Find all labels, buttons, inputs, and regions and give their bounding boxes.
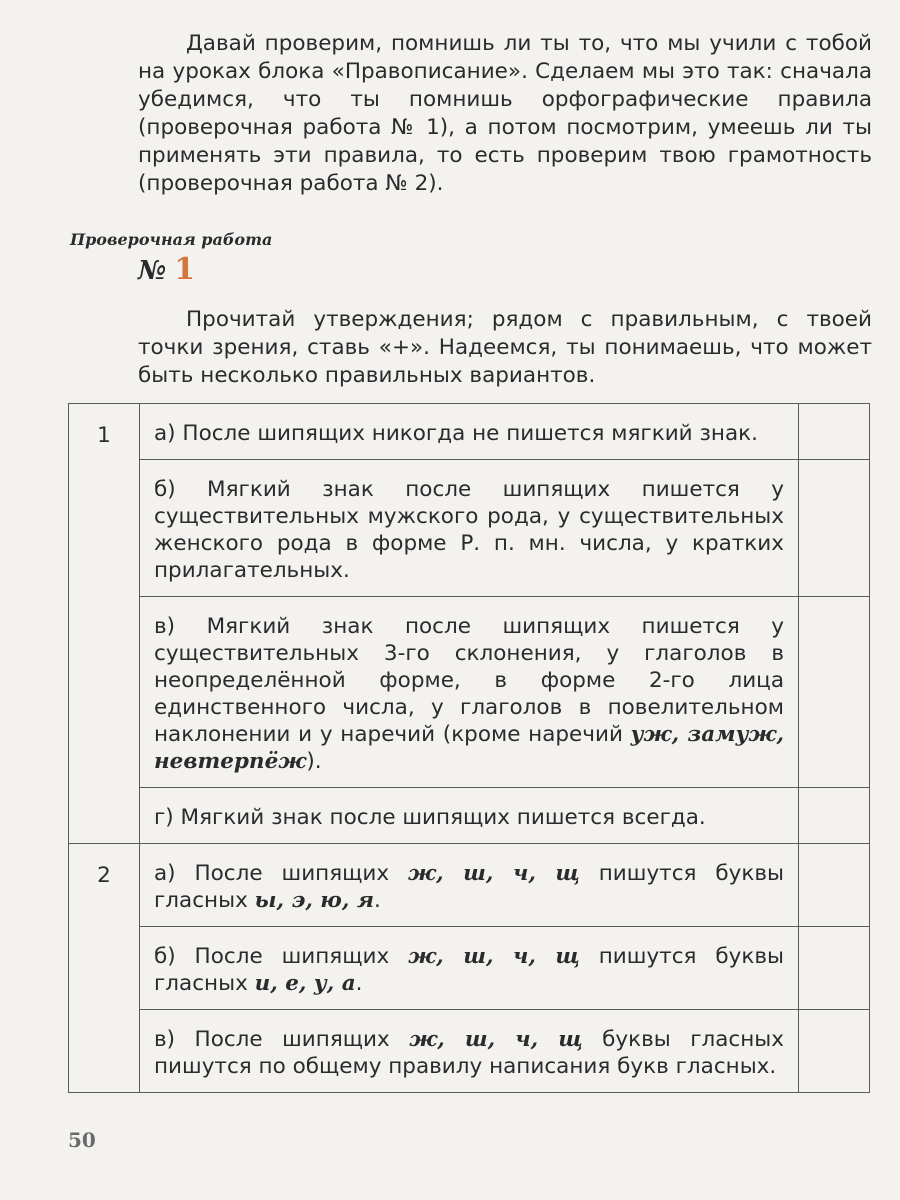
- group-number: 2: [69, 844, 140, 1093]
- statement-text: б) После шипящих ж, ш, ч, щ пишутся буквы гласных и, е, у, а.: [140, 927, 799, 1010]
- table-row: [69, 460, 870, 597]
- answer-cell[interactable]: [799, 597, 870, 788]
- statement-text: а) После шипящих ж, ш, ч, щ пишутся буквы гласных ы, э, ю, я.: [140, 844, 799, 927]
- answer-cell[interactable]: [799, 788, 870, 844]
- statement-text: г) Мягкий знак после шипящих пишется всегда.: [140, 788, 799, 844]
- task-instructions: Прочитай утверждения; рядом с правильным, с твоей точки зрения, ставь «+». Надеемся, ты понимаешь, что может быть несколько правильных вариантов.: [138, 307, 872, 388]
- intro-paragraph: Давай проверим, помнишь ли ты то, что мы учили с тобой на уроках блока «Правописание». Сделаем мы это так: сначала убедимся, что ты помнишь орфографические правила (проверочная работа № 1), а потом посмотрим, умеешь ли ты применять эти правила, то есть проверим твою грамотность (проверочная работа № 2).: [138, 31, 872, 196]
- table-row: [69, 844, 870, 927]
- answer-cell[interactable]: [799, 460, 870, 597]
- section-label: Проверочная работа: [70, 230, 273, 249]
- page-number: 50: [68, 1128, 96, 1152]
- work-number: [138, 252, 195, 287]
- statement-text: в) После шипящих ж, ш, ч, щ буквы гласных пишутся по общему правилу написания букв гласных.: [140, 1010, 799, 1093]
- answer-cell[interactable]: [799, 404, 870, 460]
- table-row: [69, 597, 870, 788]
- italic-words: уж, замуж, невтерпёж: [154, 722, 784, 774]
- group-number: 1: [69, 404, 140, 844]
- statement-text: б) Мягкий знак после шипящих пишется у существительных мужского рода, у существительных женского рода в форме Р. п. мн. числа, у кратких прилагательных.: [140, 460, 799, 597]
- statement-text: в) Мягкий знак после шипящих пишется у существительных 3-го склонения, у глаголов в неопределённой форме, в форме 2-го лица единственного числа, у глаголов в повелительном наклонении и у наречий (кроме наречий уж, замуж, невтерпёж).: [140, 597, 799, 788]
- table-row: [69, 404, 870, 460]
- table-row: [69, 1010, 870, 1093]
- answer-cell[interactable]: [799, 927, 870, 1010]
- number-sign: №: [138, 256, 167, 286]
- statement-text: а) После шипящих никогда не пишется мягкий знак.: [140, 404, 799, 460]
- statements-table: [68, 403, 870, 1093]
- answer-cell[interactable]: [799, 844, 870, 927]
- work-number-value: 1: [174, 252, 196, 287]
- answer-cell[interactable]: [799, 1010, 870, 1093]
- table-row: [69, 788, 870, 844]
- table-row: [69, 927, 870, 1010]
